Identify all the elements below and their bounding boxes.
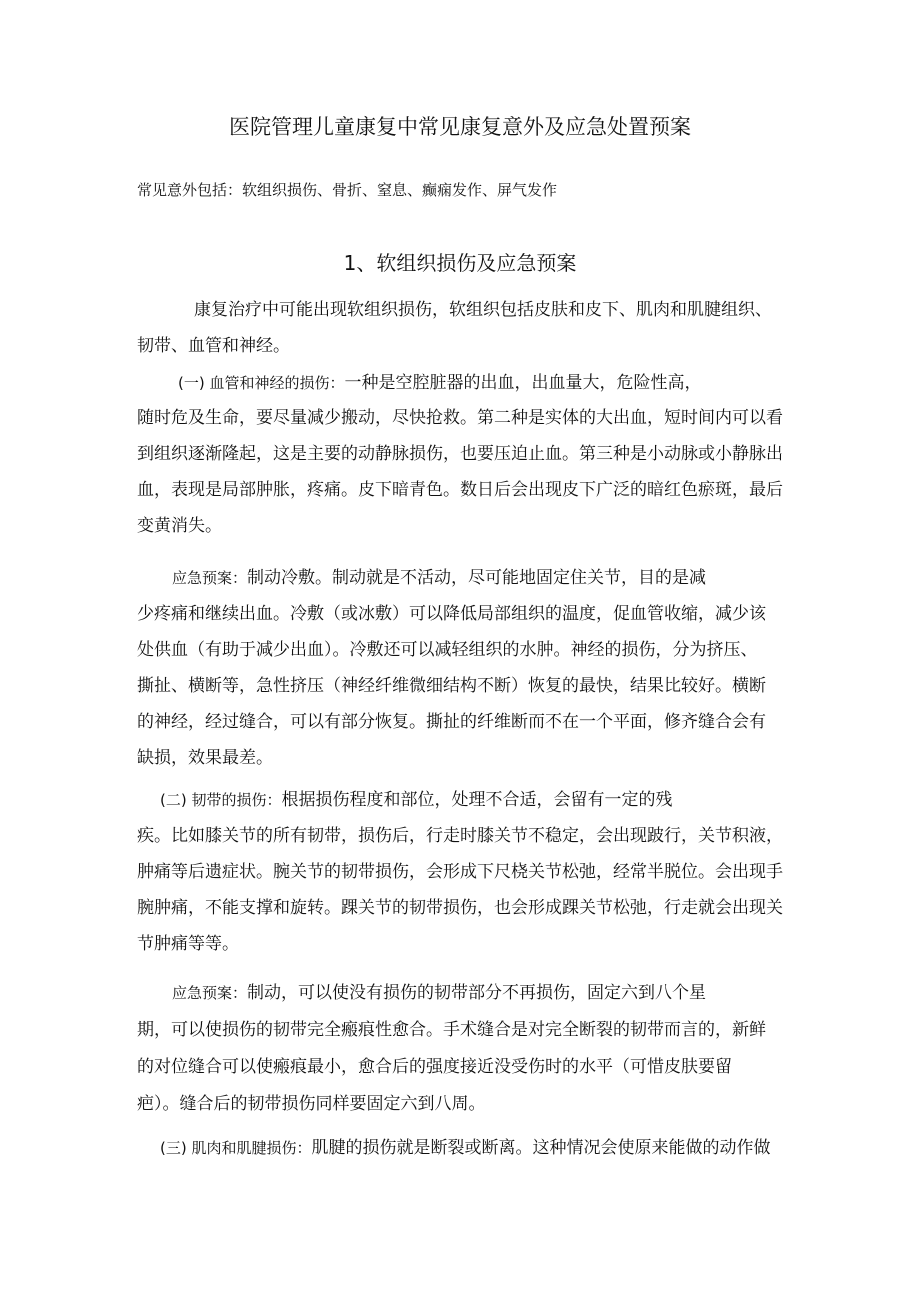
text-line: 变黄消失。	[137, 516, 222, 536]
subsection-label: (一) 血管和神经的损伤：	[178, 374, 345, 392]
emergency-label: 应急预案：	[172, 569, 248, 587]
intro-line: 常见意外包括：软组织损伤、骨折、窒息、癫痫发作、屏气发作	[137, 181, 558, 199]
subsection-label: (三) 肌肉和肌腱损伤：	[160, 1139, 312, 1157]
page-title: 医院管理儿童康复中常见康复意外及应急处置预案	[229, 115, 691, 139]
text-line: 处供血（有助于减少出血）。冷敷还可以减轻组织的水肿。神经的损伤，分为挤压、	[137, 640, 758, 660]
emergency-label: 应急预案：	[172, 984, 248, 1002]
text-line	[178, 371, 701, 395]
text-line	[160, 1136, 770, 1160]
text-line: 疤）。缝合后的韧带损伤同样要固定六到八周。	[137, 1094, 486, 1114]
text-span: 制动冷敷。制动就是不活动，尽可能地固定住关节，目的是减	[247, 568, 707, 588]
text-line: 腕肿痛，不能支撑和旋转。踝关节的韧带损伤，也会形成踝关节松弛，行走就会出现关	[137, 898, 783, 918]
text-span: 制动，可以使没有损伤的韧带部分不再损伤，固定六到八个星	[247, 983, 707, 1003]
text-line	[172, 566, 706, 590]
text-line: 期，可以使损伤的韧带完全瘢痕性愈合。手术缝合是对完全断裂的韧带而言的，新鲜	[137, 1020, 766, 1040]
text-line: 疾。比如膝关节的所有韧带，损伤后，行走时膝关节不稳定，会出现跛行，关节积液，	[137, 826, 783, 846]
text-line: 节肿痛等等。	[137, 934, 239, 954]
text-line: 韧带、血管和神经。	[137, 336, 290, 356]
text-span: 根据损伤程度和部位，处理不合适，会留有一定的残	[281, 790, 673, 810]
text-line: 少疼痛和继续出血。冷敷（或冰敷）可以降低局部组织的温度，促血管收缩，减少该	[137, 604, 766, 624]
subsection-label: (二) 韧带的损伤：	[160, 791, 282, 809]
text-span: 肌腱的损伤就是断裂或断离。这种情况会使原来能做的动作做	[311, 1138, 771, 1158]
text-line: 肿痛等后遗症状。腕关节的韧带损伤，会形成下尺桡关节松弛，经常半脱位。会出现手	[137, 862, 783, 882]
text-line: 随时危及生命，要尽量减少搬动，尽快抢救。第二种是实体的大出血，短时间内可以看	[137, 408, 783, 428]
text-line: 撕扯、横断等，急性挤压（神经纤维微细结构不断）恢复的最快，结果比较好。横断	[137, 676, 766, 696]
text-line: 康复治疗中可能出现软组织损伤，软组织包括皮肤和皮下、肌肉和肌腱组织、	[194, 300, 772, 320]
text-line	[172, 981, 706, 1005]
text-span: 一种是空腔脏器的出血，出血量大，危险性高，	[344, 373, 702, 393]
text-line: 的神经，经过缝合，可以有部分恢复。撕扯的纤维断而不在一个平面，修齐缝合会有	[137, 712, 766, 732]
section-heading: 1、软组织损伤及应急预案	[343, 251, 577, 275]
text-line: 的对位缝合可以使瘢痕最小，愈合后的强度接近没受伤时的水平（可惜皮肤要留	[137, 1057, 732, 1077]
text-line	[160, 788, 672, 812]
text-line: 血，表现是局部肿胀，疼痛。皮下暗青色。数日后会出现皮下广泛的暗红色瘀斑，最后	[137, 480, 783, 500]
text-line: 到组织逐渐隆起，这是主要的动静脉损伤，也要压迫止血。第三种是小动脉或小静脉出	[137, 444, 783, 464]
text-line: 缺损，效果最差。	[137, 748, 273, 768]
